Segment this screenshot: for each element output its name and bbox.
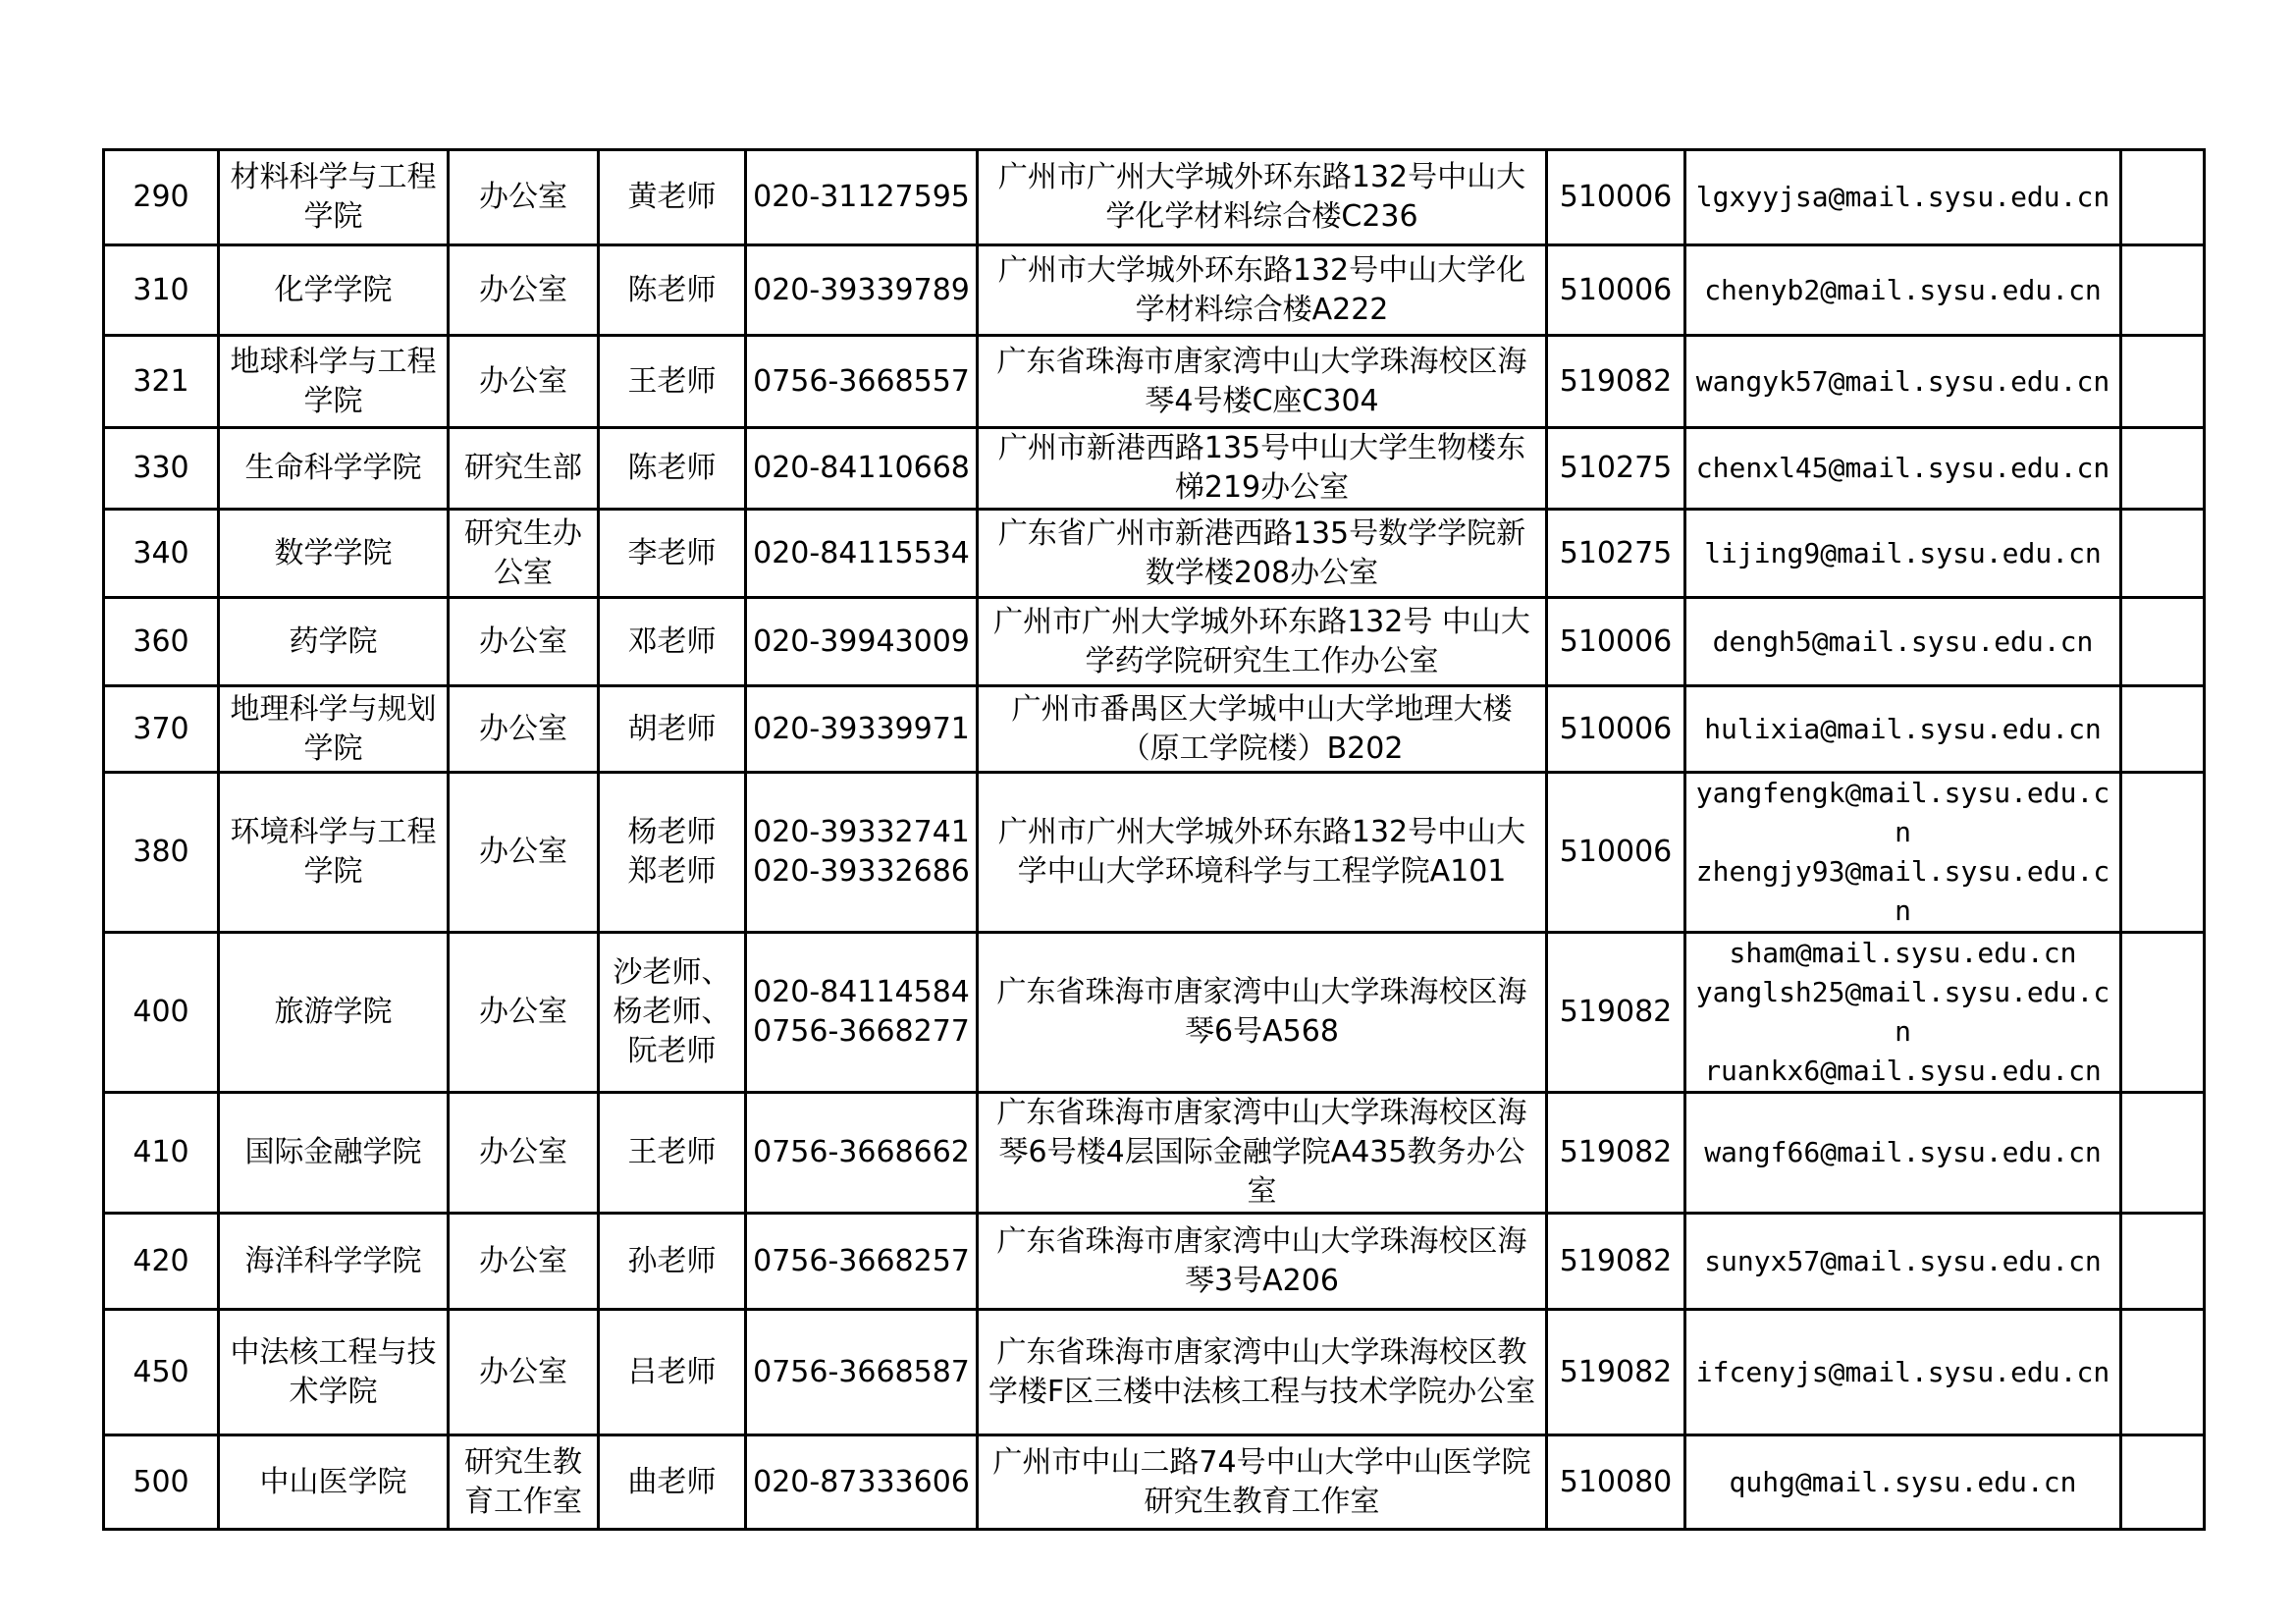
department-cell: 办公室	[449, 773, 599, 933]
college-name-cell: 材料科学与工程学院	[219, 150, 449, 245]
note-cell	[2121, 1310, 2205, 1435]
college-code-cell: 500	[104, 1435, 219, 1530]
contact-person-cell	[599, 773, 746, 933]
address-cell: 广州市大学城外环东路132号中山大学化学材料综合楼A222	[978, 245, 1547, 336]
address-cell: 广东省珠海市唐家湾中山大学珠海校区海琴6号楼4层国际金融学院A435教务办公室	[978, 1093, 1547, 1214]
postcode-cell: 510006	[1547, 773, 1685, 933]
email-cell[interactable]	[1685, 245, 2121, 336]
contact-person-cell-line: 阮老师	[627, 1034, 717, 1068]
email-cell[interactable]	[1685, 1214, 2121, 1310]
contact-person-cell	[599, 510, 746, 598]
phone-cell-line: 020-39332741	[753, 815, 970, 849]
email-cell-line: quhg@mail.sysu.edu.cn	[1729, 1465, 2077, 1498]
college-code-cell: 310	[104, 245, 219, 336]
contact-person-cell-line: 陈老师	[627, 272, 717, 307]
table-row	[104, 428, 2205, 510]
contact-person-cell	[599, 1093, 746, 1214]
email-cell-line: sham@mail.sysu.edu.cn	[1729, 937, 2077, 969]
contact-person-cell-line: 黄老师	[627, 180, 717, 214]
phone-cell-line: 020-84110668	[753, 451, 970, 485]
table-row	[104, 510, 2205, 598]
address-cell: 广东省珠海市唐家湾中山大学珠海校区海琴3号A206	[978, 1214, 1547, 1310]
postcode-cell: 510080	[1547, 1435, 1685, 1530]
contact-person-cell	[599, 686, 746, 773]
phone-cell-line: 020-39339789	[753, 272, 970, 307]
college-code-cell: 340	[104, 510, 219, 598]
email-cell[interactable]	[1685, 933, 2121, 1093]
email-cell-line: hulixia@mail.sysu.edu.cn	[1704, 712, 2102, 745]
college-code-cell: 360	[104, 598, 219, 686]
note-cell	[2121, 510, 2205, 598]
college-code-cell: 450	[104, 1310, 219, 1435]
contact-person-cell-line: 王老师	[627, 1135, 717, 1169]
phone-cell	[746, 598, 978, 686]
postcode-cell: 519082	[1547, 933, 1685, 1093]
phone-cell	[746, 1435, 978, 1530]
phone-cell	[746, 773, 978, 933]
phone-cell	[746, 150, 978, 245]
department-cell: 研究生部	[449, 428, 599, 510]
email-cell-line: ifcenyjs@mail.sysu.edu.cn	[1695, 1355, 2110, 1388]
department-cell: 研究生办公室	[449, 510, 599, 598]
email-cell-line: dengh5@mail.sysu.edu.cn	[1712, 624, 2094, 658]
phone-cell	[746, 336, 978, 428]
email-cell[interactable]	[1685, 1435, 2121, 1530]
contact-person-cell-line: 孙老师	[627, 1243, 717, 1278]
phone-cell	[746, 686, 978, 773]
table-row	[104, 336, 2205, 428]
phone-cell	[746, 245, 978, 336]
college-code-cell: 370	[104, 686, 219, 773]
table-row	[104, 245, 2205, 336]
college-name-cell: 生命科学学院	[219, 428, 449, 510]
phone-cell-line: 0756-3668557	[753, 363, 970, 399]
college-code-cell: 420	[104, 1214, 219, 1310]
postcode-cell: 510006	[1547, 245, 1685, 336]
email-cell-line: yanglsh25@mail.sysu.edu.cn	[1695, 976, 2110, 1048]
college-name-cell: 地理科学与规划学院	[219, 686, 449, 773]
contact-person-cell	[599, 428, 746, 510]
contact-person-cell-line: 吕老师	[627, 1354, 717, 1389]
email-cell-line: lijing9@mail.sysu.edu.cn	[1704, 536, 2102, 569]
department-cell: 办公室	[449, 933, 599, 1093]
table-row	[104, 933, 2205, 1093]
phone-cell-line: 020-39943009	[753, 623, 970, 659]
contact-person-cell-line: 郑老师	[627, 854, 717, 889]
department-cell: 办公室	[449, 1093, 599, 1214]
phone-cell	[746, 933, 978, 1093]
phone-cell	[746, 1310, 978, 1435]
phone-cell-line: 020-84115534	[753, 535, 970, 570]
postcode-cell: 519082	[1547, 336, 1685, 428]
college-name-cell: 地球科学与工程学院	[219, 336, 449, 428]
department-cell: 办公室	[449, 598, 599, 686]
email-cell-line: wangf66@mail.sysu.edu.cn	[1704, 1136, 2102, 1168]
contact-person-cell-line: 李老师	[627, 535, 717, 570]
college-name-cell: 旅游学院	[219, 933, 449, 1093]
contact-person-cell-line: 曲老师	[627, 1464, 717, 1499]
contact-person-cell	[599, 336, 746, 428]
table-row	[104, 1435, 2205, 1530]
note-cell	[2121, 1093, 2205, 1214]
address-cell: 广州市广州大学城外环东路132号中山大学中山大学环境科学与工程学院A101	[978, 773, 1547, 933]
postcode-cell: 519082	[1547, 1093, 1685, 1214]
phone-cell-line: 020-39339971	[753, 711, 970, 746]
address-cell: 广东省珠海市唐家湾中山大学珠海校区海琴6号A568	[978, 933, 1547, 1093]
phone-cell	[746, 1214, 978, 1310]
college-code-cell: 290	[104, 150, 219, 245]
phone-cell-line: 0756-3668662	[753, 1135, 970, 1169]
address-cell: 广州市新港西路135号中山大学生物楼东梯219办公室	[978, 428, 1547, 510]
department-cell: 办公室	[449, 686, 599, 773]
department-cell: 办公室	[449, 336, 599, 428]
email-cell[interactable]	[1685, 1310, 2121, 1435]
department-cell: 办公室	[449, 1214, 599, 1310]
address-cell: 广州市中山二路74号中山大学中山医学院研究生教育工作室	[978, 1435, 1547, 1530]
phone-cell-line: 020-87333606	[753, 1464, 970, 1499]
email-cell[interactable]	[1685, 1093, 2121, 1214]
email-cell[interactable]	[1685, 150, 2121, 245]
college-code-cell: 400	[104, 933, 219, 1093]
postcode-cell: 510006	[1547, 686, 1685, 773]
phone-cell	[746, 510, 978, 598]
contact-person-cell-line: 胡老师	[627, 711, 717, 746]
note-cell	[2121, 598, 2205, 686]
phone-cell-line: 0756-3668277	[753, 1014, 970, 1049]
email-cell[interactable]	[1685, 686, 2121, 773]
college-code-cell: 410	[104, 1093, 219, 1214]
contact-person-cell	[599, 1310, 746, 1435]
phone-cell-line: 0756-3668257	[753, 1243, 970, 1278]
postcode-cell: 510006	[1547, 598, 1685, 686]
contact-person-cell	[599, 933, 746, 1093]
college-name-cell: 中山医学院	[219, 1435, 449, 1530]
postcode-cell: 510275	[1547, 428, 1685, 510]
postcode-cell: 510006	[1547, 150, 1685, 245]
email-cell-line: zhengjy93@mail.sysu.edu.cn	[1695, 855, 2110, 927]
note-cell	[2121, 336, 2205, 428]
address-cell: 广东省珠海市唐家湾中山大学珠海校区海琴4号楼C座C304	[978, 336, 1547, 428]
email-cell-line: ruankx6@mail.sysu.edu.cn	[1704, 1055, 2102, 1087]
contact-person-cell	[599, 1214, 746, 1310]
college-name-cell: 药学院	[219, 598, 449, 686]
email-cell[interactable]	[1685, 336, 2121, 428]
note-cell	[2121, 686, 2205, 773]
department-cell: 办公室	[449, 245, 599, 336]
department-cell: 研究生教育工作室	[449, 1435, 599, 1530]
phone-cell-line: 020-39332686	[753, 854, 970, 889]
note-cell	[2121, 933, 2205, 1093]
contact-person-cell	[599, 1435, 746, 1530]
postcode-cell: 519082	[1547, 1310, 1685, 1435]
contact-person-cell-line: 王老师	[627, 363, 717, 399]
email-cell-line: chenxl45@mail.sysu.edu.cn	[1695, 452, 2110, 484]
contact-person-cell	[599, 598, 746, 686]
contact-person-cell-line: 杨老师、	[613, 995, 731, 1029]
phone-cell-line: 020-31127595	[753, 180, 970, 214]
email-cell-line: chenyb2@mail.sysu.edu.cn	[1704, 273, 2102, 306]
address-cell: 广州市番禺区大学城中山大学地理大楼（原工学院楼）B202	[978, 686, 1547, 773]
address-cell: 广东省广州市新港西路135号数学学院新数学楼208办公室	[978, 510, 1547, 598]
contact-person-cell	[599, 245, 746, 336]
college-name-cell: 数学学院	[219, 510, 449, 598]
address-cell: 广州市广州大学城外环东路132号 中山大学药学院研究生工作办公室	[978, 598, 1547, 686]
phone-cell-line: 020-84114584	[753, 975, 970, 1009]
table-row	[104, 150, 2205, 245]
phone-cell	[746, 428, 978, 510]
department-cell: 办公室	[449, 1310, 599, 1435]
note-cell	[2121, 428, 2205, 510]
note-cell	[2121, 773, 2205, 933]
college-name-cell: 化学学院	[219, 245, 449, 336]
table-row	[104, 1093, 2205, 1214]
address-cell: 广东省珠海市唐家湾中山大学珠海校区教学楼F区三楼中法核工程与技术学院办公室	[978, 1310, 1547, 1435]
college-name-cell: 环境科学与工程学院	[219, 773, 449, 933]
college-code-cell: 330	[104, 428, 219, 510]
table-body	[104, 150, 2205, 1530]
college-name-cell: 国际金融学院	[219, 1093, 449, 1214]
college-name-cell: 中法核工程与技术学院	[219, 1310, 449, 1435]
college-code-cell: 321	[104, 336, 219, 428]
contact-person-cell-line: 邓老师	[627, 623, 717, 659]
table-row	[104, 686, 2205, 773]
phone-cell	[746, 1093, 978, 1214]
email-cell-line: lgxyyjsa@mail.sysu.edu.cn	[1695, 181, 2110, 213]
email-cell-line: sunyx57@mail.sysu.edu.cn	[1704, 1244, 2102, 1277]
contact-table	[102, 148, 2206, 1531]
address-cell: 广州市广州大学城外环东路132号中山大学化学材料综合楼C236	[978, 150, 1547, 245]
email-cell[interactable]	[1685, 428, 2121, 510]
contact-person-cell-line: 沙老师、	[613, 955, 731, 990]
table-row	[104, 1214, 2205, 1310]
email-cell-line: wangyk57@mail.sysu.edu.cn	[1695, 364, 2110, 398]
phone-cell-line: 0756-3668587	[753, 1354, 970, 1389]
postcode-cell: 510275	[1547, 510, 1685, 598]
table-row	[104, 773, 2205, 933]
contact-person-cell-line: 杨老师	[627, 815, 717, 849]
note-cell	[2121, 1435, 2205, 1530]
college-code-cell: 380	[104, 773, 219, 933]
email-cell[interactable]	[1685, 598, 2121, 686]
table-row	[104, 1310, 2205, 1435]
note-cell	[2121, 245, 2205, 336]
note-cell	[2121, 1214, 2205, 1310]
note-cell	[2121, 150, 2205, 245]
email-cell-line: yangfengk@mail.sysu.edu.cn	[1695, 777, 2110, 848]
table-row	[104, 598, 2205, 686]
postcode-cell: 519082	[1547, 1214, 1685, 1310]
college-name-cell: 海洋科学学院	[219, 1214, 449, 1310]
email-cell[interactable]	[1685, 510, 2121, 598]
email-cell[interactable]	[1685, 773, 2121, 933]
contact-person-cell-line: 陈老师	[627, 451, 717, 485]
department-cell: 办公室	[449, 150, 599, 245]
contact-person-cell	[599, 150, 746, 245]
